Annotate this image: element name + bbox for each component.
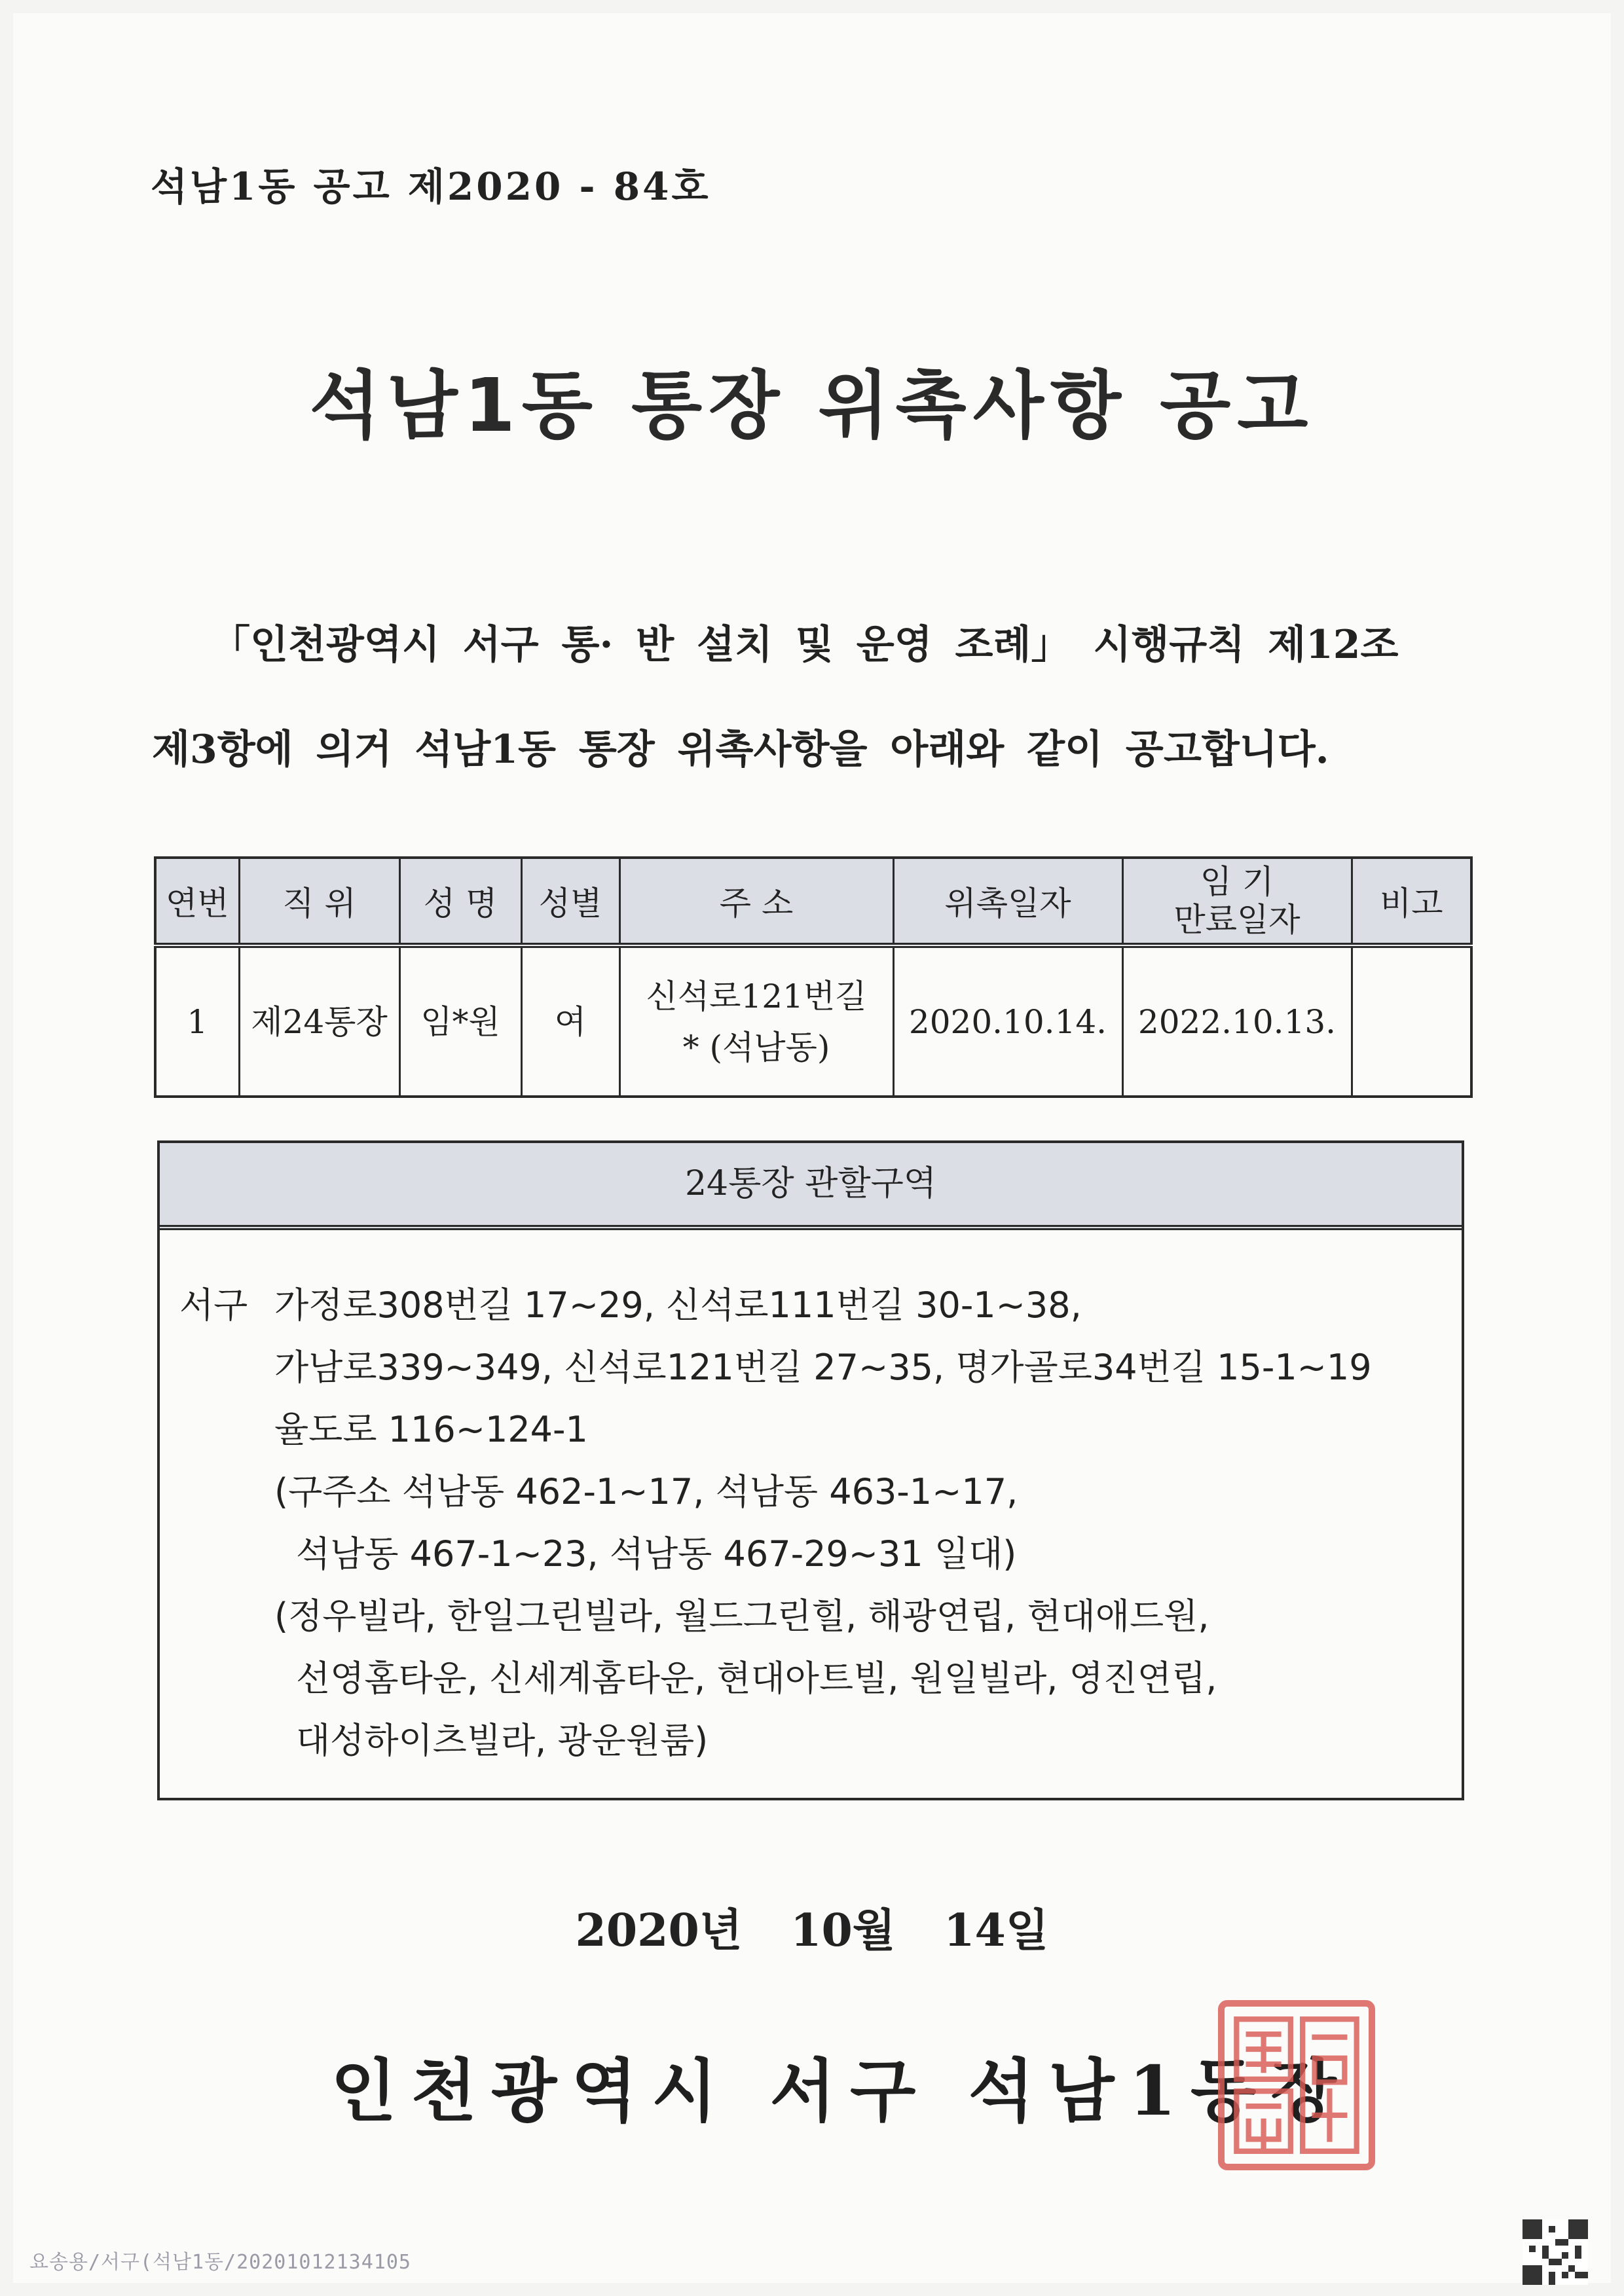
seal-icon (1225, 2007, 1369, 2164)
header-appoint-date: 위촉일자 (893, 858, 1122, 945)
jurisdiction-line-6: (정우빌라, 한일그린빌라, 월드그린힐, 해광연립, 현대애드원, (274, 1595, 1209, 1637)
header-gender: 성별 (521, 858, 619, 945)
jurisdiction-box (157, 1140, 1464, 1800)
jurisdiction-heading: 24통장 관할구역 (160, 1143, 1462, 1230)
cell-gender: 여 (521, 945, 619, 1097)
cell-no: 1 (155, 945, 239, 1097)
header-term (1122, 858, 1352, 945)
cell-name: 임*원 (399, 945, 521, 1097)
intro-paragraph (152, 592, 1462, 802)
jurisdiction-body (179, 1274, 1450, 1772)
notice-date: 2020년 10월 14일 (575, 1904, 1049, 1957)
jurisdiction-prefix: 서구 (179, 1285, 248, 1326)
jurisdiction-line-3: 율도로 116~124-1 (274, 1409, 588, 1450)
header-remarks: 비고 (1352, 858, 1471, 945)
notice-number: 석남1동 공고 제2020 - 84호 (151, 164, 711, 209)
jurisdiction-line-2: 가남로339~349, 신석로121번길 27~35, 명가골로34번길 15-1~19 (274, 1347, 1372, 1388)
jurisdiction-line-7: 선영홈타운, 신세계홈타운, 현대아트빌, 원일빌라, 영진연립, (296, 1658, 1217, 1699)
cell-appoint-date: 2020.10.14. (893, 945, 1122, 1097)
header-no: 연번 (155, 858, 239, 945)
header-position: 직 위 (239, 858, 399, 945)
jurisdiction-line-4: (구주소 석남동 462-1~17, 석남동 463-1~17, (274, 1471, 1018, 1512)
cell-expiry-date: 2022.10.13. (1122, 945, 1352, 1097)
header-term-line-1: 임 기 (1200, 863, 1274, 901)
intro-line-2: 제3항에 의거 석남1동 통장 위촉사항을 아래와 같이 공고합니다. (152, 727, 1329, 773)
qr-code-icon (1522, 2219, 1588, 2285)
jurisdiction-line (179, 1274, 1450, 1336)
cell-address-line-2: * (석남동) (682, 1028, 830, 1066)
jurisdiction-line-1: 가정로308번길 17~29, 신석로111번길 30-1~38, (274, 1285, 1082, 1326)
intro-line-1: 「인천광역시 서구 통· 반 설치 및 운영 조례」 시행규칙 제12조 (211, 622, 1399, 668)
header-address: 주 소 (619, 858, 893, 945)
cell-address-line-1: 신석로121번길 (646, 977, 867, 1015)
header-name: 성 명 (399, 858, 521, 945)
official-seal-stamp (1218, 2000, 1375, 2170)
header-term-line-2: 만료일자 (1173, 901, 1301, 939)
issuer-title: 인천광역시 서구 석남1동장 (331, 2050, 1351, 2131)
table-row (155, 945, 1471, 1097)
jurisdiction-line-5: 석남동 467-1~23, 석남동 467-29~31 일대) (296, 1533, 1017, 1575)
table-header-row (155, 858, 1471, 945)
page-title: 석남1동 통장 위촉사항 공고 (309, 363, 1315, 448)
footer-document-id: 요송용/서구(석남1동/20201012134105 (29, 2251, 411, 2274)
appointment-table (154, 856, 1473, 1098)
cell-remarks (1352, 945, 1471, 1097)
cell-address (619, 945, 893, 1097)
jurisdiction-line-8: 대성하이츠빌라, 광운원룸) (296, 1720, 709, 1761)
cell-position: 제24통장 (239, 945, 399, 1097)
